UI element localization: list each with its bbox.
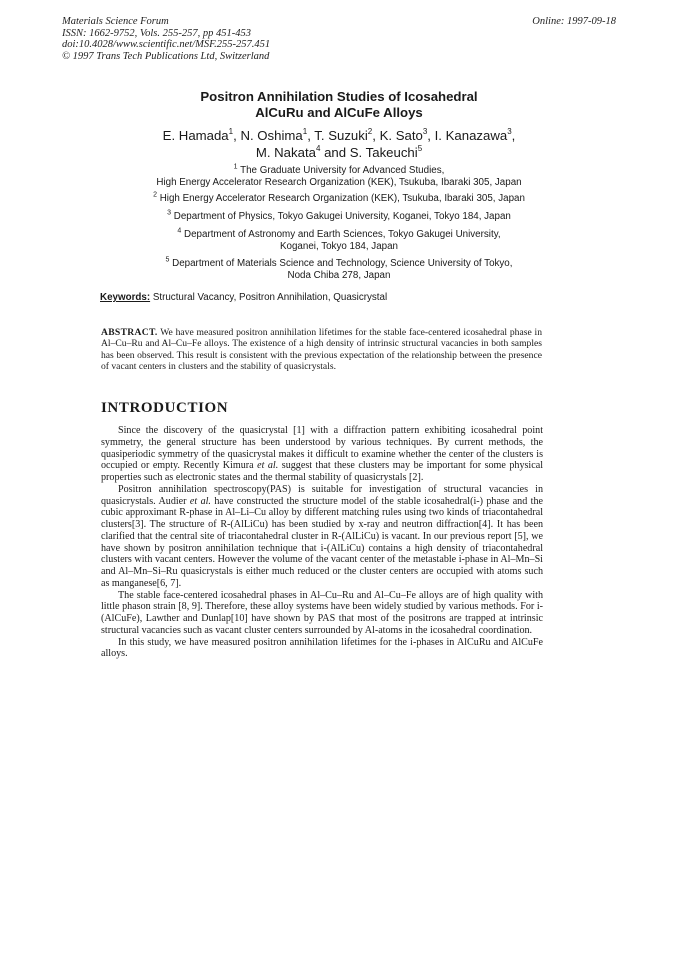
- paper-title: [0, 89, 678, 120]
- author-list: [0, 127, 678, 161]
- affiliation-2: [0, 193, 678, 205]
- author-affiliation-mark: 1: [228, 126, 234, 136]
- affiliation-number: 4: [177, 227, 182, 235]
- affiliation-text: High Energy Accelerator Research Organization (KEK), Tsukuba, Ibaraki 305, Japan: [156, 177, 522, 188]
- emphasis: et al.: [257, 460, 279, 472]
- paragraph: Positron annihilation spectroscopy(PAS) is suitable for investigation of structural vacancies in quasicrystals. Audier et al. have constructed the structure model of the stable icosahedral(i-) phase and the cubic approximant R-phase in Al–Li–Cu alloy by different matching rules using two kinds of triacontahedral clusters[3]. The structure of R-(AlLiCu) has been studied by x-ray and neutron diffraction[4]. It has been clarified that the central site of triacontahedral cluster in R-(AlLiCu) is vacant. In our previous report [5], we have shown by positron annihilation technique that i-(AlLiCu) contains a high density of triacontahedral clusters with vacant centers. However the volume of the vacant center of the metastable i-phase in Al–Mn–Si and Al–Mn–Si–Ru quasicrystals is either much reduced or the cluster centers are occupied with atoms such as manganese[6, 7].: [101, 483, 543, 589]
- affiliation-number: 2: [153, 191, 157, 199]
- affiliation-3: [0, 211, 678, 223]
- author-affiliation-mark: 2: [367, 126, 373, 136]
- affiliation-number: 3: [167, 209, 172, 217]
- affiliation-text: Department of Materials Science and Technology, Science University of Tokyo,: [172, 258, 513, 269]
- author-name: T. Suzuki: [314, 128, 368, 143]
- title-line-2: AlCuRu and AlCuFe Alloys: [255, 104, 423, 120]
- affiliation-text: Department of Physics, Tokyo Gakugei University, Koganei, Tokyo 184, Japan: [173, 211, 511, 222]
- author-name: K. Sato: [379, 128, 423, 143]
- journal-name: Materials Science Forum: [62, 16, 169, 27]
- author-line-2: [0, 144, 678, 161]
- author-affiliation-mark: 4: [315, 143, 321, 153]
- affiliation-number: 5: [165, 256, 170, 264]
- author-name: S. Takeuchi: [349, 145, 418, 160]
- author-name: I. Kanazawa: [434, 128, 508, 143]
- affiliation-text: Department of Astronomy and Earth Sciences, Tokyo Gakugei University,: [184, 229, 501, 240]
- introduction-body: [101, 425, 543, 660]
- author-affiliation-mark: 3: [422, 126, 428, 136]
- copyright-line: © 1997 Trans Tech Publications Ltd, Switzerland: [62, 50, 270, 62]
- abstract-label: ABSTRACT.: [101, 327, 158, 338]
- section-heading-introduction: INTRODUCTION: [101, 400, 229, 416]
- author-affiliation-mark: 5: [417, 143, 423, 153]
- paragraph: Since the discovery of the quasicrystal [1] with a diffraction pattern exhibiting icosahedral point symmetry, the general structure has been understood by various techniques. By current methods, the quasiperiodic symmetry of the quasicrystal makes it difficult to examine whether the center of the clusters is occupied or empty. Recently Kimura et al. suggest that these clusters may be important for some physical properties such as electronic states and the thermal stability of quasicrystals [2].: [101, 425, 544, 483]
- affiliation-text: Koganei, Tokyo 184, Japan: [279, 241, 399, 252]
- affiliation-number: 1: [233, 163, 238, 171]
- affiliation-text: The Graduate University for Advanced Studies,: [240, 165, 445, 176]
- author-affiliation-mark: 1: [302, 126, 308, 136]
- emphasis: et al.: [189, 495, 211, 507]
- abstract-text: We have measured positron annihilation lifetimes for the stable face-centered icosahedral phase in Al–Cu–Ru and Al–Cu–Fe alloys. The existence of a high density of intrinsic structural vacancies in both samples has been observed. This result is consistent with the previous expectation of the relationship between the presence of vacant centers in clusters and the stability of quasicrystals.: [101, 327, 542, 373]
- author-name: M. Nakata: [255, 145, 316, 160]
- abstract: [101, 327, 542, 373]
- author-name: E. Hamada: [162, 128, 229, 143]
- author-affiliation-mark: 3: [507, 126, 512, 136]
- affiliation-4: [0, 229, 678, 253]
- author-conjunction: and: [324, 145, 347, 160]
- paragraph: In this study, we have measured positron annihilation lifetimes for the i-phases in AlCuRu and AlCuFe alloys.: [101, 636, 543, 660]
- author-line-1: E. Hamada$^1$, N. Oshima$^1$, T. Suzuki$^2$, K. Sato$^3$, I. Kanazawa$^3$,: [162, 126, 516, 143]
- issn-line: ISSN: 1662-9752, Vols. 255-257, pp 451-453: [62, 27, 251, 39]
- keywords-text: Structural Vacancy, Positron Annihilation, Quasicrystal: [152, 292, 388, 303]
- affiliation-text: Noda Chiba 278, Japan: [287, 270, 391, 281]
- author-name: N. Oshima: [240, 128, 303, 143]
- paragraph: The stable face-centered icosahedral phases in Al–Cu–Ru and Al–Cu–Fe alloys are of high quality with little phason strain [8, 9]. Therefore, these alloy systems have been widely studied by various methods. For i-(AlCuFe), Lawther and Dunlap[10] have shown by PAS that most of the positrons are trapped at intrinsic structural vacancies such as vacant cluster centers surrounded by Al-atoms in the icosahedral coordination.: [101, 589, 543, 636]
- doi-link[interactable]: doi:10.4028/www.scientific.net/MSF.255-257.451: [62, 39, 271, 50]
- affiliation-5: [0, 258, 678, 282]
- affiliation-1: [0, 165, 678, 189]
- title-line-1: Positron Annihilation Studies of Icosahedral: [200, 89, 478, 104]
- keywords: [100, 292, 387, 303]
- keywords-label: Keywords:: [100, 292, 151, 303]
- journal-header: [62, 16, 270, 62]
- online-date: Online: 1997-09-18: [532, 16, 616, 27]
- affiliation-text: High Energy Accelerator Research Organization (KEK), Tsukuba, Ibaraki 305, Japan: [159, 193, 525, 204]
